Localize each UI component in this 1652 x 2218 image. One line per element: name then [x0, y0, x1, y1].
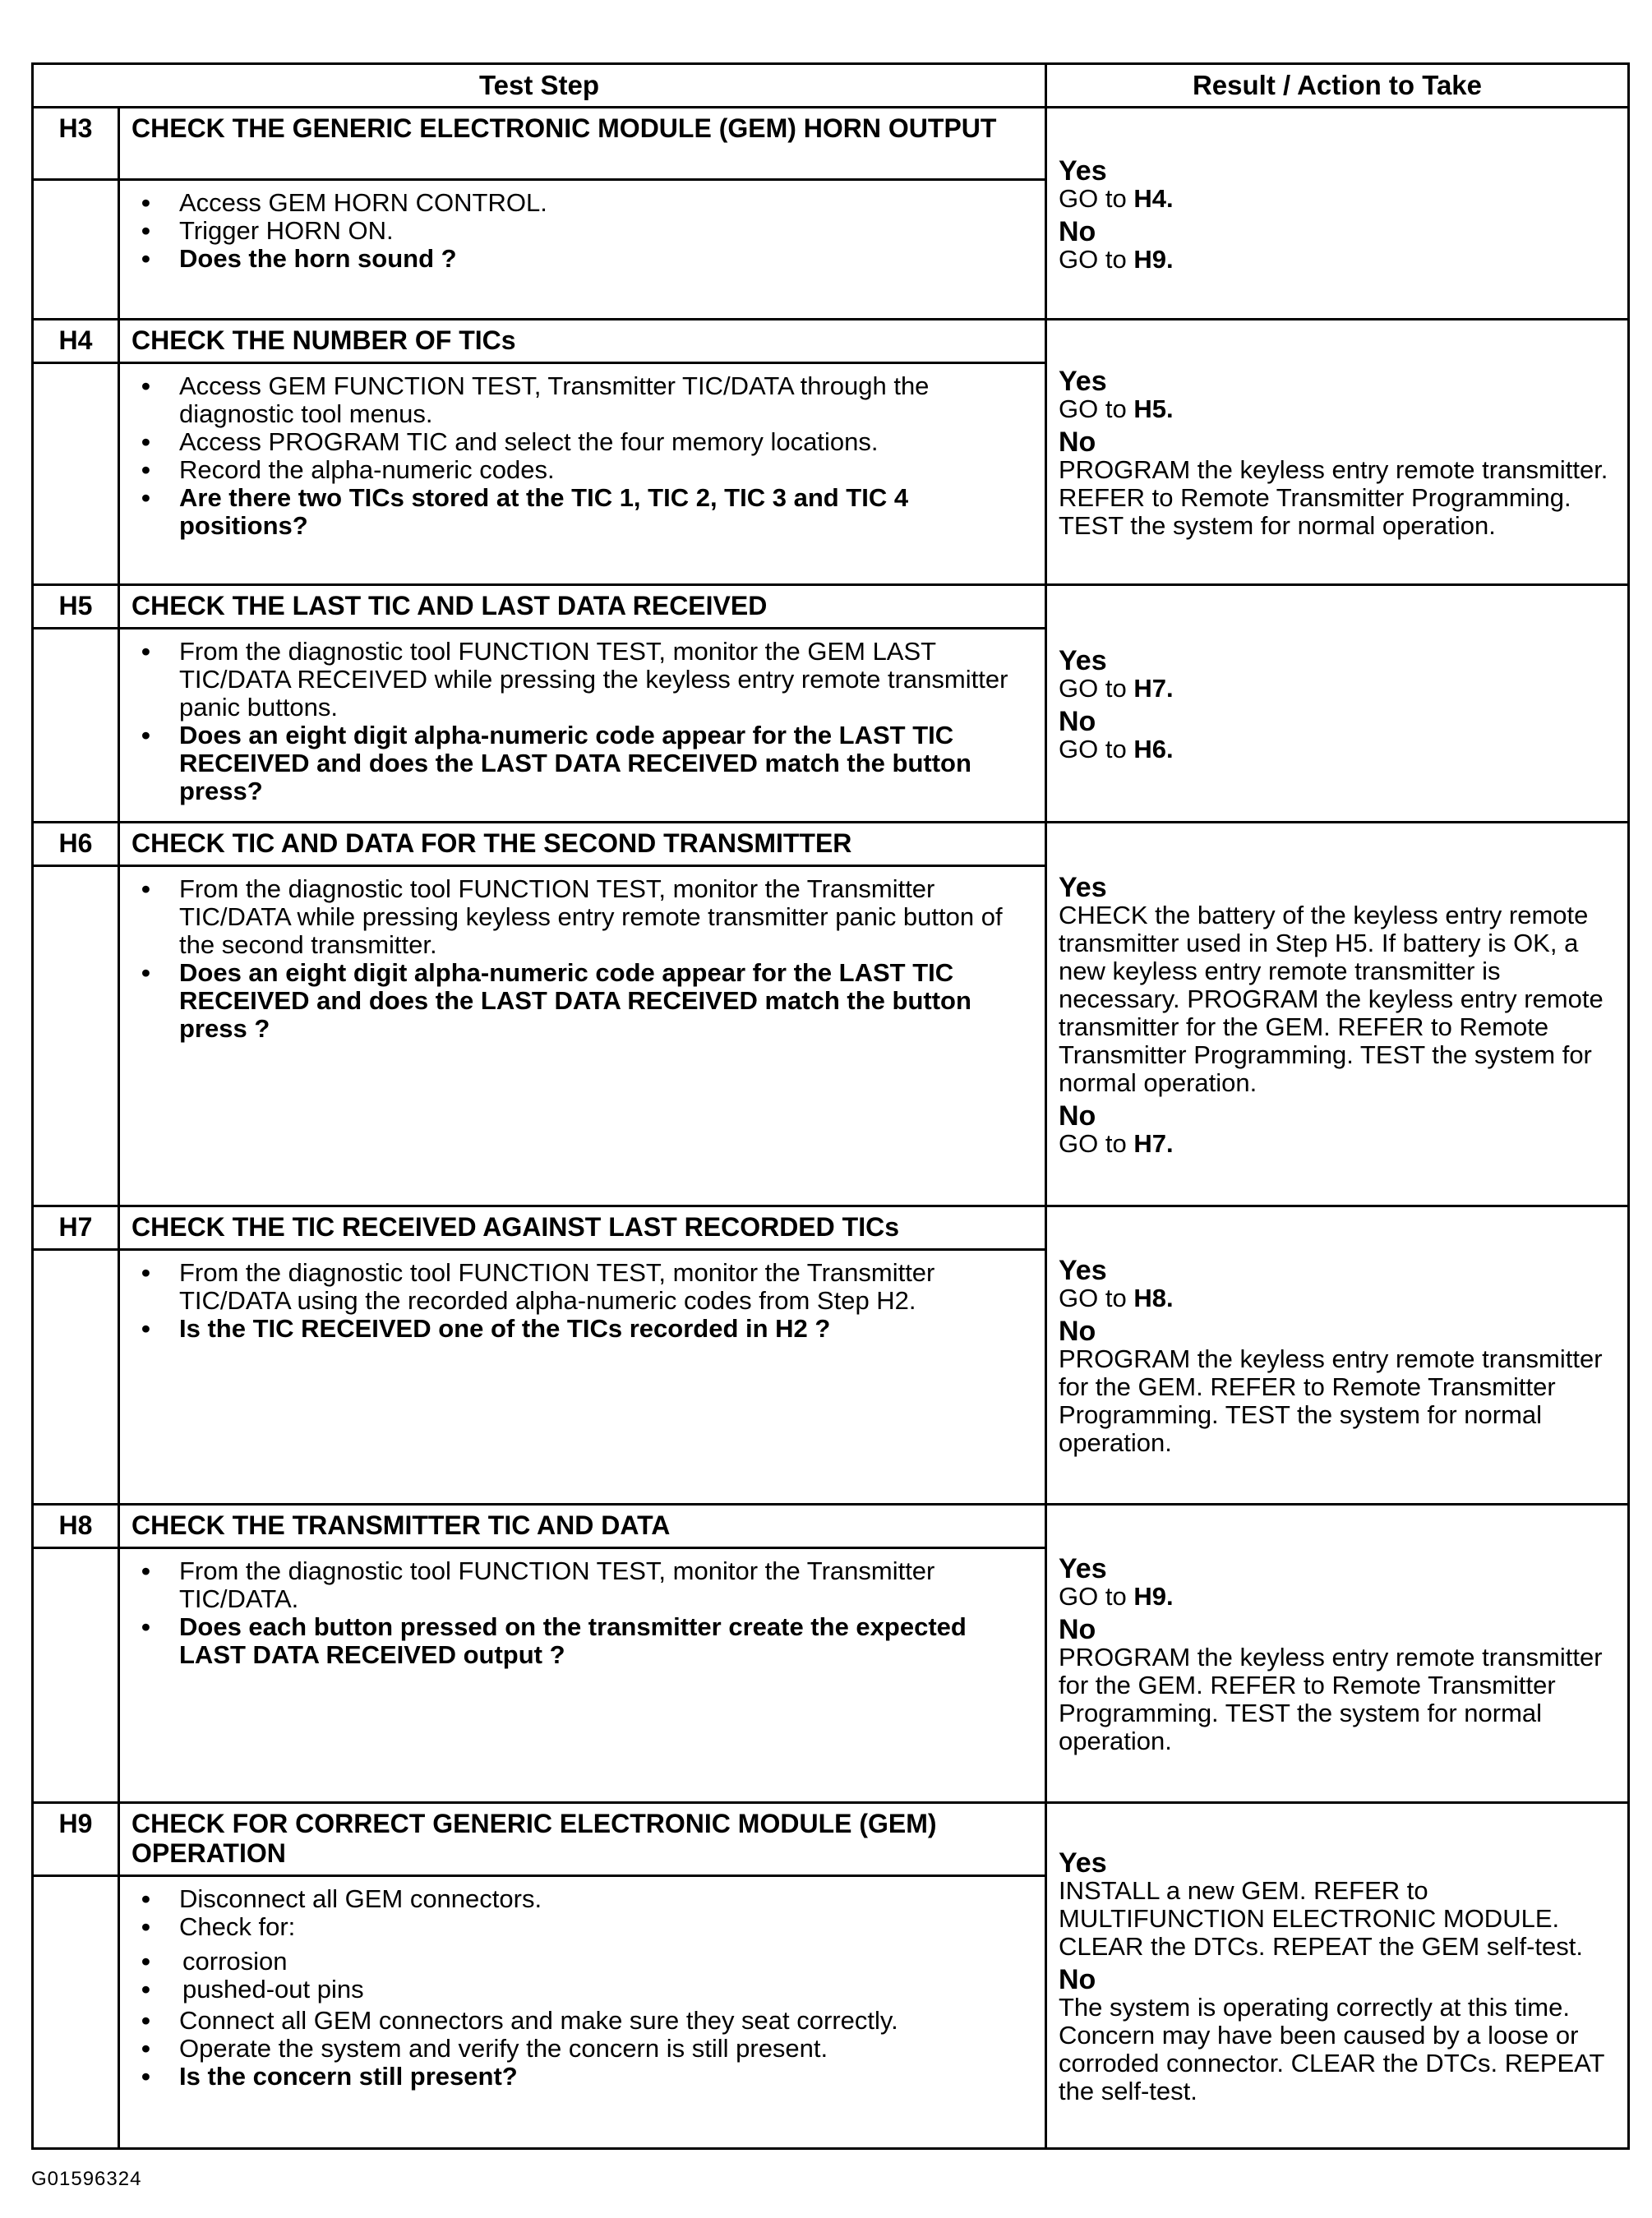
no-label: No — [1059, 427, 1096, 458]
no-action — [1059, 735, 1621, 763]
table-header-row — [33, 64, 1629, 108]
step-result — [1046, 108, 1629, 320]
yes-goto: H8. — [1133, 1284, 1174, 1312]
list-item: • Access PROGRAM TIC and select the four memory locations. — [130, 428, 1036, 456]
sub-list-wrapper — [130, 1948, 1036, 2004]
yes-label: Yes — [1059, 1553, 1107, 1584]
sub-list-item: • corrosion — [130, 1948, 1036, 1976]
yes-action — [1059, 901, 1621, 1097]
list-item: • Trigger HORN ON. — [130, 217, 1036, 245]
step-id-spacer — [33, 1250, 119, 1505]
yes-action — [1059, 1284, 1621, 1312]
step-title-row — [33, 1803, 1629, 1876]
yes-action-text: GO to — [1059, 1284, 1134, 1312]
step-question: • Does an eight digit alpha-numeric code appear for the LAST TIC RECEIVED and does the LAST DATA RECEIVED match the button press? — [130, 722, 1036, 805]
no-label: No — [1059, 1614, 1096, 1645]
step-question: • Does the horn sound ? — [130, 245, 1036, 273]
step-id: H5 — [33, 585, 119, 629]
yes-action-text: GO to — [1059, 674, 1134, 703]
step-items — [130, 1259, 1036, 1343]
step-id-spacer — [33, 1548, 119, 1803]
no-action — [1059, 1345, 1621, 1457]
yes-label: Yes — [1059, 154, 1107, 187]
list-item: • Record the alpha-numeric codes. — [130, 456, 1036, 484]
list-item: • Operate the system and verify the concern is still present. — [130, 2035, 1036, 2063]
step-title-row — [33, 823, 1629, 866]
yes-action-text: GO to — [1059, 183, 1134, 213]
step-items — [130, 189, 1036, 273]
step-id-spacer — [33, 363, 119, 585]
pinpoint-test-table — [31, 62, 1630, 2150]
step-title-row — [33, 108, 1629, 180]
step-id: H7 — [33, 1206, 119, 1250]
step-result — [1046, 1505, 1629, 1803]
sub-list-item: • pushed-out pins — [130, 1976, 1036, 2004]
no-action — [1059, 456, 1621, 540]
no-action-text: The system is operating correctly at this time. Concern may have been caused by a loose or corroded connector. CLEAR the DTCs. REPEAT the self-test. — [1059, 1993, 1604, 2105]
step-result — [1046, 320, 1629, 585]
step-title-row — [33, 1206, 1629, 1250]
header-result-action: Result / Action to Take — [1046, 64, 1629, 108]
step-title-row — [33, 1505, 1629, 1548]
step-result — [1046, 823, 1629, 1206]
list-item: • From the diagnostic tool FUNCTION TEST, monitor the Transmitter TIC/DATA using the recorded alpha-numeric codes from Step H2. — [130, 1259, 1036, 1315]
step-title: CHECK FOR CORRECT GENERIC ELECTRONIC MODULE (GEM) OPERATION — [119, 1803, 1046, 1876]
step-id: H9 — [33, 1803, 119, 1876]
step-title-row — [33, 585, 1629, 629]
yes-label: Yes — [1059, 1847, 1107, 1879]
table-body — [33, 108, 1629, 2149]
step-id-spacer — [33, 180, 119, 320]
list-item: • Access GEM HORN CONTROL. — [130, 189, 1036, 217]
step-title: CHECK THE NUMBER OF TICs — [119, 320, 1046, 363]
no-goto: H7. — [1133, 1129, 1174, 1158]
no-action-text: GO to — [1059, 1129, 1134, 1158]
no-label: No — [1059, 1100, 1096, 1132]
no-action — [1059, 246, 1621, 274]
step-title: CHECK THE TRANSMITTER TIC AND DATA — [119, 1505, 1046, 1548]
list-item: • Access GEM FUNCTION TEST, Transmitter TIC/DATA through the diagnostic tool menus. — [130, 372, 1036, 428]
yes-label: Yes — [1059, 872, 1107, 903]
step-items — [130, 372, 1036, 540]
yes-action — [1059, 1877, 1621, 1961]
step-id: H4 — [33, 320, 119, 363]
step-items — [130, 875, 1036, 1043]
step-id: H8 — [33, 1505, 119, 1548]
step-body — [119, 1250, 1046, 1505]
step-question: • Is the concern still present? — [130, 2063, 1036, 2091]
step-result — [1046, 1803, 1629, 2149]
figure-id: G01596324 — [31, 2168, 142, 2190]
no-label: No — [1059, 1964, 1096, 1995]
step-items — [130, 1885, 1036, 2091]
step-id-spacer — [33, 1876, 119, 2149]
step-items — [130, 638, 1036, 805]
no-action-text: PROGRAM the keyless entry remote transmitter for the GEM. REFER to Remote Transmitter Programming. TEST the system for normal operation. — [1059, 1344, 1603, 1457]
step-id-spacer — [33, 629, 119, 823]
step-result — [1046, 1206, 1629, 1505]
no-action — [1059, 1994, 1621, 2105]
yes-action — [1059, 675, 1621, 703]
step-result — [1046, 585, 1629, 823]
step-body — [119, 180, 1046, 320]
yes-label: Yes — [1059, 366, 1107, 397]
no-label: No — [1059, 215, 1096, 247]
step-id: H6 — [33, 823, 119, 866]
step-id-spacer — [33, 866, 119, 1206]
yes-action — [1059, 395, 1621, 423]
yes-action-text: INSTALL a new GEM. REFER to MULTIFUNCTION ELECTRONIC MODULE. CLEAR the DTCs. REPEAT the GEM self-test. — [1059, 1876, 1583, 1961]
list-item: • From the diagnostic tool FUNCTION TEST, monitor the GEM LAST TIC/DATA RECEIVED while pressing the keyless entry remote transmitter panic buttons. — [130, 638, 1036, 722]
step-body — [119, 866, 1046, 1206]
yes-action-text: CHECK the battery of the keyless entry remote transmitter used in Step H5. If battery is OK, a new keyless entry remote transmitter is necessary. PROGRAM the keyless entry remote transmitter for the GEM. REFER to Remote Transmitter Programming. TEST the system for normal operation. — [1059, 901, 1604, 1097]
list-item: • Disconnect all GEM connectors. — [130, 1885, 1036, 1913]
yes-action-text: GO to — [1059, 394, 1134, 423]
step-question: • Does an eight digit alpha-numeric code appear for the LAST TIC RECEIVED and does the LAST DATA RECEIVED match the button press ? — [130, 959, 1036, 1043]
diagnostic-table-sheet — [31, 62, 1627, 2150]
yes-action-text: GO to — [1059, 1582, 1134, 1611]
step-body — [119, 1548, 1046, 1803]
yes-label: Yes — [1059, 645, 1107, 676]
step-items — [130, 1557, 1036, 1669]
no-label: No — [1059, 1316, 1096, 1347]
yes-goto: H7. — [1133, 674, 1174, 703]
yes-goto: H9. — [1133, 1582, 1174, 1611]
step-question: • Are there two TICs stored at the TIC 1, TIC 2, TIC 3 and TIC 4 positions? — [130, 484, 1036, 540]
no-action-text: GO to — [1059, 735, 1134, 763]
step-question: • Is the TIC RECEIVED one of the TICs recorded in H2 ? — [130, 1315, 1036, 1343]
no-action-text: PROGRAM the keyless entry remote transmitter. REFER to Remote Transmitter Programming. TEST the system for normal operation. — [1059, 455, 1608, 540]
no-action — [1059, 1130, 1621, 1158]
header-test-step: Test Step — [33, 64, 1046, 108]
list-item: • Check for: — [130, 1913, 1036, 1941]
step-title: CHECK THE TIC RECEIVED AGAINST LAST RECORDED TICs — [119, 1206, 1046, 1250]
step-body — [119, 1876, 1046, 2149]
sub-items — [130, 1948, 1036, 2004]
step-title-row — [33, 320, 1629, 363]
yes-label: Yes — [1059, 1255, 1107, 1286]
no-action — [1059, 1644, 1621, 1755]
step-id: H3 — [33, 108, 119, 180]
step-title: CHECK THE LAST TIC AND LAST DATA RECEIVED — [119, 585, 1046, 629]
yes-action — [1059, 1583, 1621, 1611]
yes-goto: H5. — [1133, 394, 1174, 423]
list-item: • From the diagnostic tool FUNCTION TEST, monitor the Transmitter TIC/DATA. — [130, 1557, 1036, 1613]
list-item: • Connect all GEM connectors and make sure they seat correctly. — [130, 2007, 1036, 2035]
no-action-text: GO to — [1059, 244, 1134, 274]
step-body — [119, 363, 1046, 585]
yes-action — [1059, 185, 1621, 213]
step-question: • Does each button pressed on the transmitter create the expected LAST DATA RECEIVED output ? — [130, 1613, 1036, 1669]
step-title: CHECK TIC AND DATA FOR THE SECOND TRANSMITTER — [119, 823, 1046, 866]
no-goto: H9. — [1133, 244, 1174, 274]
no-goto: H6. — [1133, 735, 1174, 763]
no-action-text: PROGRAM the keyless entry remote transmitter for the GEM. REFER to Remote Transmitter Programming. TEST the system for normal operation. — [1059, 1643, 1603, 1755]
list-item: • From the diagnostic tool FUNCTION TEST, monitor the Transmitter TIC/DATA while pressing keyless entry remote transmitter panic button of the second transmitter. — [130, 875, 1036, 959]
step-body — [119, 629, 1046, 823]
yes-goto: H4. — [1133, 183, 1174, 213]
no-label: No — [1059, 706, 1096, 737]
step-title: CHECK THE GENERIC ELECTRONIC MODULE (GEM) HORN OUTPUT — [119, 108, 1046, 180]
